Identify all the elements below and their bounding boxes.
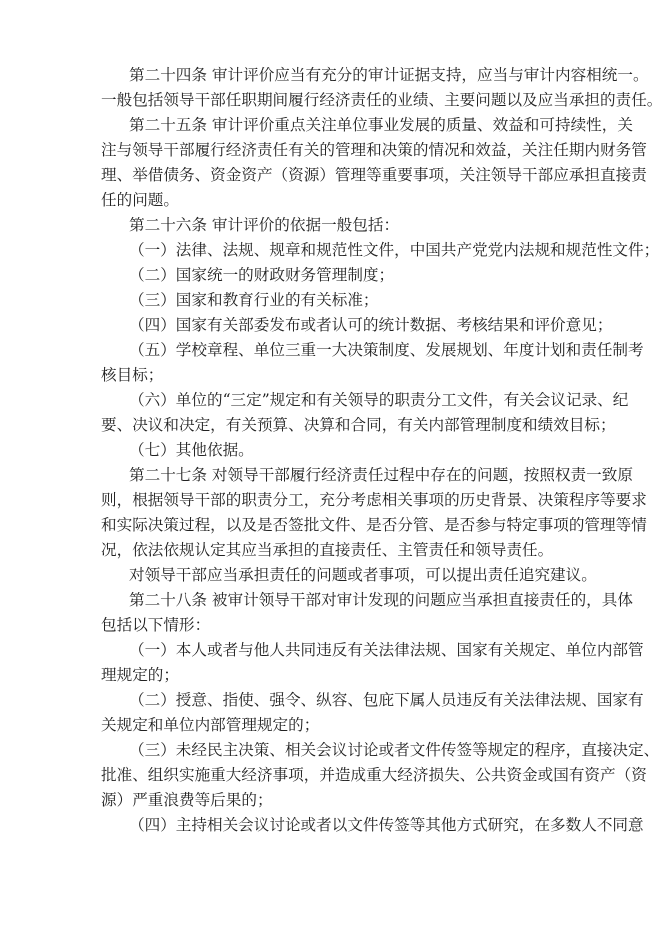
text-line: （二）国家统一的财政财务管理制度；: [129, 266, 395, 285]
paragraph: [101, 563, 597, 588]
paragraph: [101, 113, 647, 213]
text-line: 况，依法依规认定其应当承担的直接责任、主管责任和领导责任。: [101, 541, 554, 560]
text-line: 注与领导干部履行经济责任有关的管理和决策的情况和效益，关注任期内财务管: [101, 141, 647, 160]
paragraph: [101, 63, 662, 113]
text-line: （三）国家和教育行业的有关标准；: [129, 291, 379, 310]
text-line: 理、举借债务、资金资产（资源）管理等重要事项，关注领导干部应承担直接责: [101, 166, 647, 185]
text-line: 和实际决策过程，以及是否签批文件、是否分管、是否参与特定事项的管理等情: [101, 516, 647, 535]
text-line: 理规定的；: [101, 666, 179, 685]
paragraph: [101, 438, 569, 463]
paragraph: [101, 813, 644, 838]
paragraph: [101, 313, 613, 338]
text-line: 任的问题。: [101, 191, 179, 210]
paragraph: [101, 238, 660, 263]
paragraph: [101, 588, 633, 638]
text-line: 核目标；: [101, 366, 164, 385]
text-line: （四）国家有关部委发布或者认可的统计数据、考核结果和评价意见；: [129, 316, 613, 335]
text-line: 第二十五条 审计评价重点关注单位事业发展的质量、效益和可持续性，关: [129, 116, 633, 135]
paragraph: [101, 738, 660, 813]
paragraph: [101, 688, 644, 738]
text-line: 一般包括领导干部任职期间履行经济责任的业绩、主要问题以及应当承担的责任。: [101, 91, 662, 110]
text-line: 第二十七条 对领导干部履行经济责任过程中存在的问题，按照权责一致原: [129, 466, 633, 485]
paragraph: [101, 338, 644, 388]
document-page: [101, 63, 662, 838]
text-line: （二）授意、指使、强令、纵容、包庇下属人员违反有关法律法规、国家有: [129, 691, 644, 710]
text-line: （四）主持相关会议讨论或者以文件传签等其他方式研究，在多数人不同意: [129, 816, 644, 835]
paragraph: [101, 638, 644, 688]
text-line: 批准、组织实施重大经济事项，并造成重大经济损失、公共资金或国有资产（资: [101, 766, 647, 785]
text-line: 对领导干部应当承担责任的问题或者事项，可以提出责任追究建议。: [129, 566, 597, 585]
text-line: （七）其他依据。: [129, 441, 254, 460]
text-line: （一）法律、法规、规章和规范性文件，中国共产党党内法规和规范性文件；: [129, 241, 660, 260]
paragraph: [101, 463, 647, 563]
text-line: 第二十四条 审计评价应当有充分的审计证据支持，应当与审计内容相统一。: [129, 66, 649, 84]
paragraph: [101, 288, 569, 313]
text-line: （六）单位的“三定”规定和有关领导的职责分工文件，有关会议记录、纪: [129, 391, 629, 410]
paragraph: [101, 388, 629, 438]
text-line: （三）未经民主决策、相关会议讨论或者文件传签等规定的程序，直接决定、: [129, 741, 660, 760]
text-line: 第二十八条 被审计领导干部对审计发现的问题应当承担直接责任的，具体: [129, 591, 633, 610]
text-line: 关规定和单位内部管理规定的；: [101, 716, 320, 735]
text-line: （五）学校章程、单位三重一大决策制度、发展规划、年度计划和责任制考: [129, 341, 644, 360]
text-line: （一）本人或者与他人共同违反有关法律法规、国家有关规定、单位内部管: [129, 641, 644, 660]
paragraph: [101, 213, 569, 238]
text-line: 第二十六条 审计评价的依据一般包括：: [129, 216, 400, 235]
text-line: 源）严重浪费等后果的；: [101, 791, 273, 810]
text-line: 包括以下情形：: [101, 616, 211, 635]
paragraph: [101, 263, 569, 288]
text-line: 则，根据领导干部的职责分工，充分考虑相关事项的历史背景、决策程序等要求: [101, 491, 647, 510]
text-line: 要、决议和决定，有关预算、决算和合同，有关内部管理制度和绩效目标；: [101, 416, 616, 435]
